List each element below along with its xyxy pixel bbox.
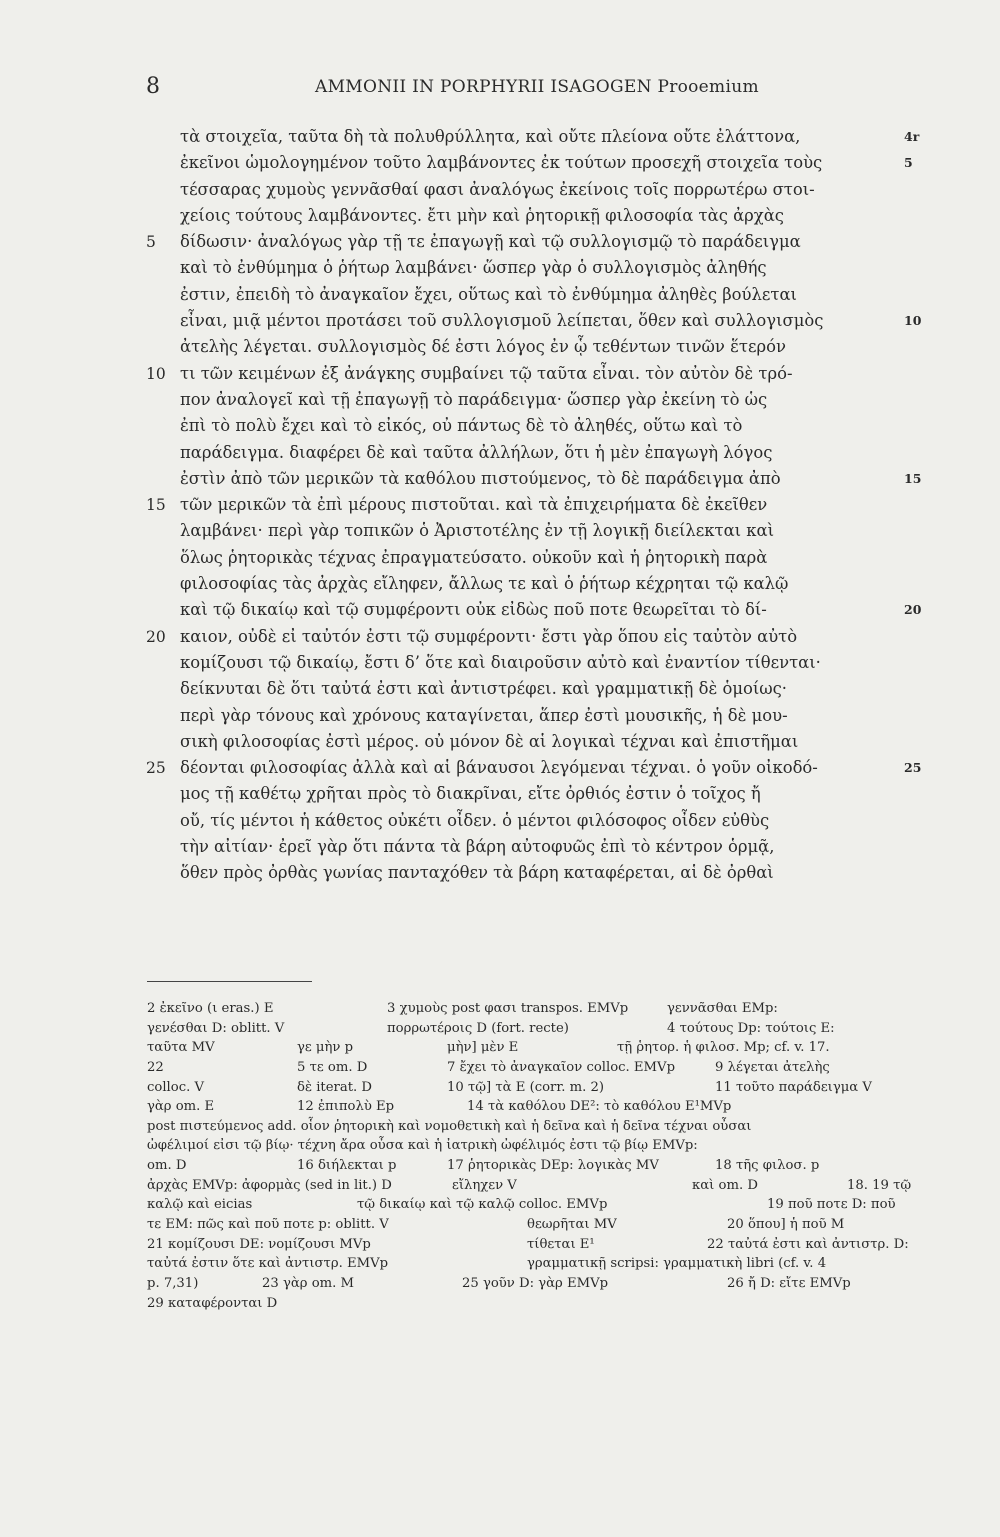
line-text: ὅλως ῥητορικὰς τέχνας ἐπραγματεύσατο. οὐκοῦν καὶ ἡ ῥητορικὴ παρὰ — [180, 547, 768, 567]
text-line — [180, 334, 900, 360]
apparatus-entry: 16 διήλεκται p — [297, 1158, 397, 1174]
marginal-reference: 5 — [904, 155, 913, 171]
apparatus-entry: 12 ἐπιπολὺ Ep — [297, 1099, 395, 1115]
apparatus-entry: τε EM: πῶς καὶ ποῦ ποτε p: oblitt. V — [147, 1217, 389, 1233]
apparatus-entry: ταῦτα MV — [147, 1040, 215, 1056]
text-line — [180, 150, 913, 176]
line-text: εἶναι, μιᾷ μέντοι προτάσει τοῦ συλλογισμοῦ λείπεται, ὅθεν καὶ συλλογισμὸς — [180, 311, 824, 331]
apparatus-line — [147, 999, 907, 1019]
line-text: καιον, οὐδὲ εἰ ταὐτόν ἐστι τῷ συμφέροντι· ἔστι γὰρ ὅπου εἰς ταὐτὸν αὐτὸ — [180, 626, 798, 646]
apparatus-line — [147, 1019, 907, 1039]
text-line — [180, 282, 900, 308]
apparatus-entry: γενέσθαι D: oblitt. V — [147, 1020, 285, 1036]
line-number: 10 — [146, 364, 166, 383]
text-line — [180, 808, 900, 834]
line-number: 20 — [146, 627, 166, 646]
apparatus-entry: 2 ἐκεῖνο (ι eras.) E — [147, 1001, 274, 1016]
line-text: πον ἀναλογεῖ καὶ τῇ ἐπαγωγῇ τὸ παράδειγμα· ὥσπερ γὰρ ἐκείνη τὸ ὡς — [180, 389, 768, 409]
line-text: χείοις τούτους λαμβάνοντες. ἔτι μὴν καὶ ῥητορικῇ φιλοσοφία τὰς ἀρχὰς — [180, 205, 784, 225]
apparatus-entry: ὠφέλιμοί εἰσι τῷ βίῳ· τέχνη ἄρα οὖσα καὶ ἡ ἰατρικὴ ὠφέλιμός ἐστι τῷ βίῳ EMVp: — [147, 1138, 698, 1154]
apparatus-entry: 20 ὅπου] ἡ ποῦ M — [727, 1217, 845, 1233]
marginal-reference: 10 — [904, 313, 922, 329]
apparatus-line — [147, 1176, 912, 1196]
line-text: δίδωσιν· ἀναλόγως γὰρ τῇ τε ἐπαγωγῇ καὶ τῷ συλλογισμῷ τὸ παράδειγμα — [180, 232, 801, 252]
apparatus-entry: 10 τῷ] τὰ E (corr. m. 2) — [447, 1079, 605, 1095]
apparatus-line — [147, 1254, 907, 1274]
apparatus-entry: 26 ἤ D: εἴτε EMVp — [727, 1275, 851, 1291]
line-number: 25 — [146, 759, 166, 778]
line-text: λαμβάνει· περὶ γὰρ τοπικῶν ὁ Ἀριστοτέλης ἐν τῇ λογικῇ διείλεκται καὶ — [180, 521, 775, 541]
text-line — [180, 703, 900, 729]
apparatus-entry: colloc. V — [147, 1079, 204, 1095]
text-line — [180, 729, 900, 755]
marginal-reference: 4r — [904, 129, 920, 144]
text-line — [180, 308, 922, 334]
apparatus-entry: 5 τε om. D — [297, 1059, 368, 1075]
apparatus-entry: 23 γὰρ om. M — [262, 1275, 355, 1291]
line-text: καὶ τῷ δικαίῳ καὶ τῷ συμφέροντι οὐκ εἰδὼς ποῦ ποτε θεωρεῖται τὸ δί- — [180, 600, 767, 620]
page-number: 8 — [146, 74, 160, 99]
apparatus-entry: εἴληχεν V — [452, 1177, 517, 1193]
line-text: φιλοσοφίας τὰς ἀρχὰς εἴληφεν, ἄλλως τε καὶ ὁ ῥήτωρ κέχρηται τῷ καλῷ — [180, 574, 789, 594]
apparatus-line — [147, 1215, 907, 1235]
apparatus-entry: καὶ om. D — [692, 1177, 758, 1193]
text-line — [180, 387, 900, 413]
line-number: 5 — [146, 233, 156, 252]
text-line — [180, 255, 900, 281]
apparatus-line — [147, 1195, 907, 1215]
apparatus-entry: γεννᾶσθαι EMp: — [667, 1001, 778, 1016]
text-line — [146, 229, 900, 255]
line-number: 15 — [146, 496, 166, 515]
apparatus-line — [147, 1117, 907, 1137]
line-text: ἐκεῖνοι ὡμολογημένον τοῦτο λαμβάνοντες ἐκ τούτων προσεχῆ στοιχεῖα τοὺς — [180, 153, 823, 173]
apparatus-entry: μὴν] μὲν E — [447, 1040, 519, 1056]
text-line — [180, 518, 900, 544]
apparatus-entry: 18. 19 τῷ — [847, 1177, 912, 1193]
line-text: οὔ, τίς μέντοι ἡ κάθετος οὐκέτι οἶδεν. ὁ μέντοι φιλόσοφος οἶδεν εὐθὺς — [180, 810, 770, 830]
apparatus-entry: ἀρχὰς EMVp: ἀφορμὰς (sed in lit.) D — [147, 1177, 392, 1193]
text-line — [180, 466, 922, 492]
line-text: περὶ γὰρ τόνους καὶ χρόνους καταγίνεται, ἅπερ ἐστὶ μουσικῆς, ἡ δὲ μου- — [180, 705, 788, 725]
marginal-reference: 20 — [904, 602, 922, 618]
apparatus-entry: πορρωτέροις D (fort. recte) — [387, 1020, 569, 1036]
text-line — [146, 624, 900, 650]
line-text: δείκνυται δὲ ὅτι ταὐτά ἐστι καὶ ἀντιστρέφει. καὶ γραμματικῇ δὲ ὁμοίως· — [180, 679, 788, 699]
text-line — [180, 571, 900, 597]
text-line — [146, 755, 922, 781]
apparatus-line — [147, 1274, 907, 1294]
apparatus-line — [147, 1294, 907, 1314]
text-line — [180, 413, 900, 439]
text-line — [180, 597, 922, 623]
footnote-rule — [147, 981, 312, 982]
apparatus-line — [147, 1136, 907, 1156]
apparatus-entry: γραμματικῇ scripsi: γραμματικὴ libri (cf. v. 4 — [527, 1256, 827, 1272]
line-text: ἐστὶν ἀπὸ τῶν μερικῶν τὰ καθόλου πιστούμενος, τὸ δὲ παράδειγμα ἀπὸ — [180, 468, 781, 488]
apparatus-entry: 7 ἔχει τὸ ἀναγκαῖον colloc. EMVp — [447, 1059, 676, 1075]
text-line — [180, 545, 900, 571]
text-line — [180, 676, 900, 702]
main-text — [146, 124, 922, 887]
apparatus-entry: 3 χυμοὺς post φασι transpos. EMVp — [387, 1001, 629, 1016]
line-text: ἀτελὴς λέγεται. συλλογισμὸς δέ ἐστι λόγος ἐν ᾧ τεθέντων τινῶν ἕτερόν — [180, 337, 786, 357]
text-line — [180, 203, 900, 229]
apparatus-entry: 4 τούτους Dp: τούτοις E: — [667, 1020, 835, 1036]
line-text: ὅθεν πρὸς ὀρθὰς γωνίας πανταχόθεν τὰ βάρη καταφέρεται, αἱ δὲ ὀρθαὶ — [180, 863, 774, 883]
apparatus-entry: om. D — [147, 1158, 187, 1174]
apparatus-line — [147, 1156, 907, 1176]
apparatus-entry: p. 7,31) — [147, 1275, 199, 1291]
apparatus-line — [147, 1058, 907, 1078]
line-text: τὴν αἰτίαν· ἐρεῖ γὰρ ὅτι πάντα τὰ βάρη αὐτοφυῶς ἐπὶ τὸ κέντρον ὁρμᾷ, — [180, 837, 775, 857]
apparatus-entry: καλῷ καὶ eicias — [147, 1197, 253, 1213]
line-text: δέονται φιλοσοφίας ἀλλὰ καὶ αἱ βάναυσοι λεγόμεναι τέχναι. ὁ γοῦν οἰκοδό- — [180, 758, 818, 778]
line-text: ἐστιν, ἐπειδὴ τὸ ἀναγκαῖον ἔχει, οὕτως καὶ τὸ ἐνθύμημα ἀληθὲς βούλεται — [180, 284, 797, 304]
apparatus-entry: τῇ ῥητορ. ἡ φιλοσ. Mp; cf. v. 17. — [617, 1040, 830, 1056]
text-line — [180, 440, 900, 466]
text-line — [180, 124, 920, 150]
apparatus-entry: θεωρῆται MV — [527, 1217, 617, 1233]
apparatus-line — [147, 1038, 907, 1058]
apparatus-entry: 22 ταὐτά ἐστι καὶ ἀντιστρ. D: — [707, 1236, 909, 1252]
text-line — [146, 361, 900, 387]
apparatus-entry: δὲ iterat. D — [297, 1079, 372, 1095]
line-text: τῶν μερικῶν τὰ ἐπὶ μέρους πιστοῦται. καὶ τὰ ἐπιχειρήματα δὲ ἐκεῖθεν — [180, 495, 768, 515]
apparatus-entry: 19 ποῦ ποτε D: ποῦ — [767, 1197, 896, 1213]
apparatus-entry: τῷ δικαίῳ καὶ τῷ καλῷ colloc. EMVp — [357, 1197, 608, 1213]
line-text: τὰ στοιχεῖα, ταῦτα δὴ τὰ πολυθρύλλητα, καὶ οὔτε πλείονα οὔτε ἐλάττονα, — [180, 127, 801, 146]
apparatus-entry: 18 τῆς φιλοσ. p — [715, 1158, 820, 1174]
line-text: καὶ τὸ ἐνθύμημα ὁ ῥήτωρ λαμβάνει· ὥσπερ γὰρ ὁ συλλογισμὸς ἀληθής — [180, 258, 767, 278]
marginal-reference: 25 — [904, 760, 922, 776]
apparatus-entry: ταὐτά ἐστιν ὅτε καὶ ἀντιστρ. EMVp — [147, 1256, 389, 1272]
critical-apparatus — [147, 999, 912, 1313]
apparatus-entry: 25 γοῦν D: γὰρ EMVp — [462, 1275, 609, 1291]
marginal-reference: 15 — [904, 470, 922, 486]
apparatus-line — [147, 1078, 907, 1098]
apparatus-entry: τίθεται E¹ — [527, 1236, 595, 1252]
apparatus-line — [147, 1235, 907, 1255]
apparatus-entry: 29 καταφέρονται D — [147, 1295, 278, 1311]
text-line — [146, 492, 900, 518]
apparatus-line — [147, 1097, 907, 1117]
text-line — [180, 781, 900, 807]
line-text: σικὴ φιλοσοφίας ἐστὶ μέρος. οὐ μόνον δὲ αἱ λογικαὶ τέχναι καὶ ἐπιστῆμαι — [180, 731, 799, 751]
line-text: παράδειγμα. διαφέρει δὲ καὶ ταῦτα ἀλλήλων, ὅτι ἡ μὲν ἐπαγωγὴ λόγος — [180, 442, 773, 462]
apparatus-entry: 11 τοῦτο παράδειγμα V — [715, 1079, 872, 1095]
text-line — [180, 650, 900, 676]
line-text: μος τῇ καθέτῳ χρῆται πρὸς τὸ διακρῖναι, εἴτε ὀρθιός ἐστιν ὁ τοῖχος ἤ — [180, 784, 761, 804]
apparatus-entry: 22 — [147, 1059, 164, 1075]
apparatus-entry: 14 τὰ καθόλου DE²: τὸ καθόλου E¹MVp — [467, 1099, 732, 1115]
line-text: κομίζουσι τῷ δικαίῳ, ἔστι δ’ ὅτε καὶ διαιροῦσιν αὐτὸ καὶ ἐναντίον τίθενται· — [180, 652, 821, 672]
apparatus-entry: 17 ῥητορικὰς DEp: λογικὰς MV — [447, 1158, 659, 1174]
apparatus-entry: γε μὴν p — [297, 1040, 354, 1056]
running-title: AMMONII IN PORPHYRII ISAGOGEN Prooemium — [315, 77, 759, 97]
line-text: τέσσαρας χυμοὺς γεννᾶσθαί φασι ἀναλόγως ἐκείνοις τοῖς πορρωτέρω στοι- — [180, 179, 815, 199]
text-line — [180, 834, 900, 860]
apparatus-entry: 21 κομίζουσι DE: νομίζουσι MVp — [147, 1236, 371, 1252]
line-text: τι τῶν κειμένων ἐξ ἀνάγκης συμβαίνει τῷ ταῦτα εἶναι. τὸν αὐτὸν δὲ τρό- — [180, 363, 793, 383]
apparatus-entry: γὰρ om. E — [147, 1099, 215, 1115]
apparatus-entry: 9 λέγεται ἀτελὴς — [715, 1059, 830, 1075]
text-line — [180, 177, 900, 203]
apparatus-entry: post πιστεύμενος add. οἷον ῥητορικὴ καὶ νομοθετικὴ καὶ ἡ δεῖνα καὶ ἡ δεῖνα τέχναι οὖσαι — [147, 1118, 752, 1134]
text-line — [180, 860, 900, 886]
line-text: ἐπὶ τὸ πολὺ ἔχει καὶ τὸ εἰκός, οὐ πάντως δὲ τὸ ἀληθές, οὕτω καὶ τὸ — [180, 416, 743, 436]
